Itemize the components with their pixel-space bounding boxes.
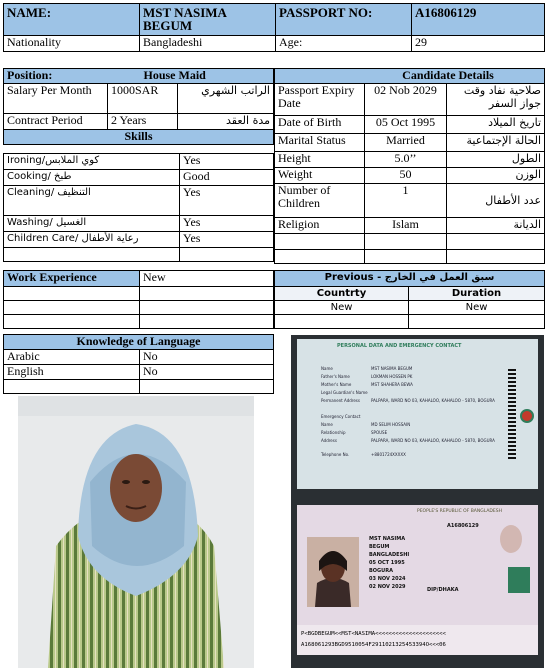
empty-cell — [4, 315, 140, 329]
skill-value: Yes — [180, 186, 274, 216]
salary-value: 1000SAR — [108, 84, 178, 114]
barcode — [508, 369, 516, 459]
empty-cell — [409, 315, 545, 329]
name-value: MST NASIMA BEGUM — [140, 4, 276, 36]
candidate-title: Candidate Details — [275, 69, 545, 84]
candidate-value: Married — [365, 134, 447, 152]
passport-field-label: Emergency Contact — [321, 414, 361, 419]
language-table — [3, 334, 274, 394]
candidate-value: 1 — [365, 184, 447, 218]
candidate-arabic: تاريخ الميلاد — [447, 116, 545, 134]
header-table — [3, 3, 545, 52]
candidate-label: Date of Birth — [275, 116, 365, 134]
passport-field-label: Name — [321, 422, 333, 427]
passport-field-value: +8801724XXXXX — [371, 452, 406, 457]
position-value: House Maid — [108, 69, 274, 84]
empty-cell — [447, 250, 545, 264]
skill-label: Cooking/ طبخ — [4, 170, 180, 186]
passport-field-value: MST NASIMA BEGUM — [371, 366, 413, 371]
passport-bio-issue: 03 NOV 2024 — [369, 576, 406, 582]
candidate-value: 02 Nob 2029 — [365, 84, 447, 116]
passport-field-value: PALPARA, WARD NO 03, KAHALOO, KAHALOO - 5870, BOGURA — [371, 398, 495, 403]
age-label: Age: — [276, 36, 412, 52]
passport-bio-place: BOGURA — [369, 568, 393, 574]
candidate-label: Passport Expiry Date — [275, 84, 365, 116]
candidate-arabic: الوزن — [447, 168, 545, 184]
skill-label: Washing/ الغسيل — [4, 216, 180, 232]
passport-field-label: Address — [321, 438, 337, 443]
passport-holder-photo — [307, 537, 359, 607]
candidate-label: Marital Status — [275, 134, 365, 152]
passport-bio-name: MST NASIMA — [369, 536, 406, 542]
empty-cell — [275, 234, 365, 250]
country-value: New — [275, 301, 409, 315]
passport-field-value: MST SHAHERA BEWA — [371, 382, 413, 387]
mrz-line-1: P<BGDBEGUM<<MST<NASIMA<<<<<<<<<<<<<<<<<<<<< — [301, 631, 446, 637]
skills-table — [3, 153, 274, 262]
passport-page-title: PERSONAL DATA AND EMERGENCY CONTACT — [337, 343, 462, 349]
work-label: Work Experience — [4, 271, 140, 287]
language-title: Knowledge of Language — [4, 335, 274, 350]
candidate-value: 5.0’’ — [365, 152, 447, 168]
salary-arabic: الراتب الشهري — [178, 84, 274, 114]
skill-value: Yes — [180, 232, 274, 248]
empty-cell — [4, 380, 140, 394]
nationality-value: Bangladeshi — [140, 36, 276, 52]
candidate-value: Islam — [365, 218, 447, 234]
candidate-arabic: الطول — [447, 152, 545, 168]
passport-scan — [291, 335, 544, 668]
work-value: New — [140, 271, 274, 287]
empty-cell — [140, 315, 274, 329]
passport-field-label: Legal Guardian's Name — [321, 390, 368, 395]
passport-bio-expiry: 02 NOV 2029 — [369, 584, 406, 590]
salary-label: Salary Per Month — [4, 84, 108, 114]
language-value: No — [140, 350, 274, 365]
candidate-photo — [18, 396, 254, 668]
candidate-value: 05 Oct 1995 — [365, 116, 447, 134]
passport-bio-nationality: BANGLADESHI — [369, 552, 410, 558]
passport-data-page — [297, 339, 538, 489]
empty-cell — [180, 248, 274, 262]
duration-value: New — [409, 301, 545, 315]
portrait-illustration — [18, 396, 254, 668]
skill-value: Yes — [180, 154, 274, 170]
passport-bio-authority: DIP/DHAKA — [427, 587, 459, 593]
candidate-label: Weight — [275, 168, 365, 184]
flag-emblem-icon — [520, 409, 534, 423]
previous-table — [274, 270, 545, 329]
passport-field-label: Name — [321, 366, 333, 371]
passport-field-value: LOKMAN HOSSEN PK — [371, 374, 413, 379]
work-table — [3, 270, 274, 329]
passport-value: A16806129 — [412, 4, 545, 36]
nationality-label: Nationality — [4, 36, 140, 52]
skill-label: Cleaning/ التنظيف — [4, 186, 180, 216]
empty-cell — [4, 248, 180, 262]
passport-bio-given: BEGUM — [369, 544, 390, 550]
passport-bio-number: A16806129 — [447, 523, 479, 529]
empty-cell — [365, 234, 447, 250]
passport-bio-page — [297, 505, 538, 655]
flag-icon — [508, 567, 530, 593]
contract-value: 2 Years — [108, 114, 178, 130]
empty-cell — [140, 301, 274, 315]
passport-field-label: Permanent Address — [321, 398, 360, 403]
contract-arabic: مدة العقد — [178, 114, 274, 130]
empty-cell — [4, 287, 140, 301]
holder-face-illustration — [307, 537, 359, 607]
candidate-arabic: الديانة — [447, 218, 545, 234]
skill-value: Good — [180, 170, 274, 186]
skill-label: Ironing/كوي الملابس — [4, 154, 180, 170]
position-label: Position: — [4, 69, 108, 84]
candidate-arabic: الحالة الإجتماعية — [447, 134, 545, 152]
passport-bio-dob: 05 OCT 1995 — [369, 560, 405, 566]
name-label: NAME: — [4, 4, 140, 36]
age-value: 29 — [412, 36, 545, 52]
passport-field-label: Father's Name — [321, 374, 350, 379]
passport-field-label: Relationship — [321, 430, 346, 435]
empty-cell — [365, 250, 447, 264]
passport-label: PASSPORT NO: — [276, 4, 412, 36]
passport-field-label: Telephone No. — [321, 452, 350, 457]
candidate-label: Number of Children — [275, 184, 365, 218]
empty-cell — [140, 287, 274, 301]
language-value: No — [140, 365, 274, 380]
passport-field-label: Mother's Name — [321, 382, 352, 387]
skill-label: Children Care/ رعاية الأطفال — [4, 232, 180, 248]
empty-cell — [4, 301, 140, 315]
passport-field-value: MD SELIM HOSSAIN — [371, 422, 411, 427]
empty-cell — [275, 315, 409, 329]
candidate-arabic: صلاحية نفاد وقت جواز السفر — [447, 84, 545, 116]
ghost-photo-icon — [500, 525, 522, 553]
language-label: English — [4, 365, 140, 380]
skills-title: Skills — [4, 130, 274, 145]
candidate-table — [274, 68, 545, 264]
duration-label: Duration — [409, 287, 545, 301]
empty-cell — [447, 234, 545, 250]
country-label: Countrty — [275, 287, 409, 301]
position-skills-table — [3, 68, 274, 145]
empty-cell — [140, 380, 274, 394]
skill-value: Yes — [180, 216, 274, 232]
language-label: Arabic — [4, 350, 140, 365]
passport-country: PEOPLE'S REPUBLIC OF BANGLADESH — [417, 509, 502, 514]
contract-label: Contract Period — [4, 114, 108, 130]
candidate-value: 50 — [365, 168, 447, 184]
candidate-label: Height — [275, 152, 365, 168]
previous-title: Previous - سبق العمل في الخارج — [275, 271, 545, 287]
candidate-arabic: عدد الأطفال — [447, 184, 545, 218]
empty-cell — [275, 250, 365, 264]
passport-field-value: SPOUSE — [371, 430, 388, 435]
mrz-line-2: A168061293BGD9510054F2911021325453394O<<<06 — [301, 642, 446, 648]
passport-field-value: PALPARA, WARD NO 03, KAHALOO, KAHALOO - 5870, BOGURA — [371, 438, 495, 443]
candidate-label: Religion — [275, 218, 365, 234]
